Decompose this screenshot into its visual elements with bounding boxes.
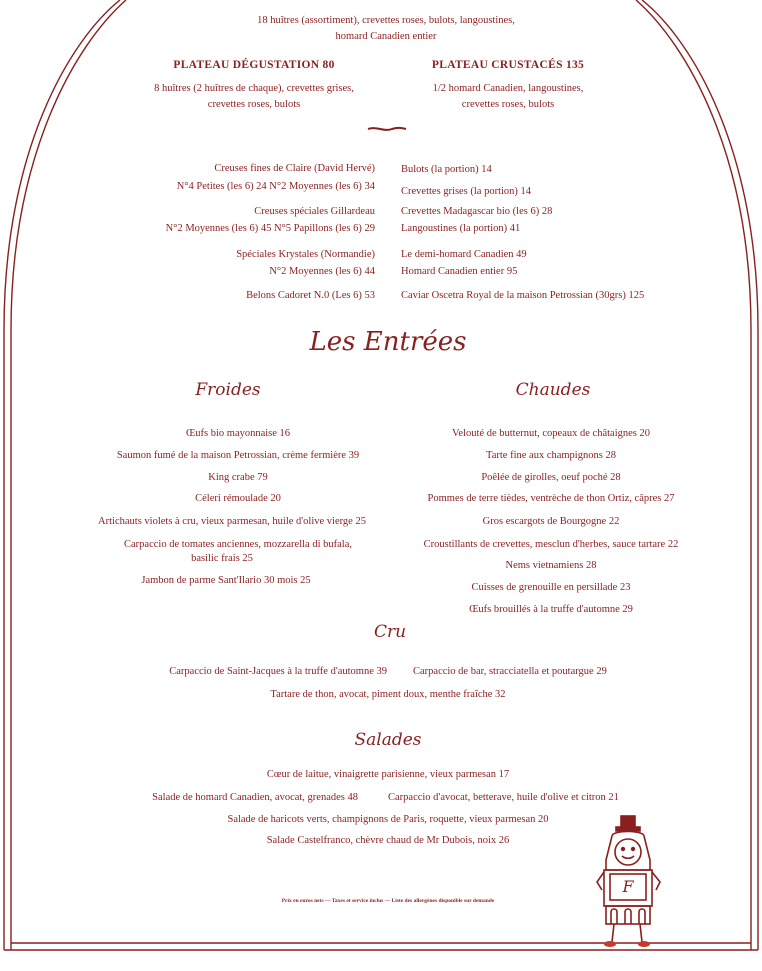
plateau-royal-line2: homard Canadien entier <box>335 31 437 42</box>
subsection-title-froides: Froides <box>195 380 261 400</box>
plateau-crustaces-line1: 1/2 homard Canadien, langoustines, <box>432 83 584 94</box>
divider-flourish <box>366 124 408 134</box>
oyster-item: N°2 Moyennes (les 6) 44 <box>269 266 375 277</box>
oyster-item: Spéciales Krystales (Normandie) <box>236 249 375 260</box>
plateau-royal-line1: 18 huîtres (assortiment), crevettes roses, bulots, langoustines, <box>257 15 515 26</box>
froides-item: Carpaccio de tomates anciennes, mozzarella di bufala, <box>124 539 352 550</box>
section-title-entrees: Les Entrées <box>309 327 467 357</box>
froides-item: Artichauts violets à cru, vieux parmesan, huile d'olive vierge 25 <box>98 516 366 527</box>
chaudes-item: Pommes de terre tièdes, ventrèche de thon Ortiz, câpres 27 <box>427 493 675 504</box>
chaudes-item: Tarte fine aux champignons 28 <box>486 450 616 461</box>
oyster-item: Creuses fines de Claire (David Hervé) <box>214 163 375 174</box>
oyster-item: Creuses spéciales Gillardeau <box>254 206 375 217</box>
oyster-item: N°2 Moyennes (les 6) 45 N°5 Papillons (les 6) 29 <box>165 223 375 234</box>
mascot-illustration <box>594 812 668 952</box>
oyster-item: N°4 Petites (les 6) 24 N°2 Moyennes (les 6) 34 <box>176 181 375 192</box>
shellfish-item: Caviar Oscetra Royal de la maison Petrossian (30grs) 125 <box>401 290 645 301</box>
shellfish-item: Crevettes grises (la portion) 14 <box>401 186 532 197</box>
plateau-degustation-title: PLATEAU DÉGUSTATION 80 <box>173 59 335 71</box>
cru-item: Carpaccio de bar, stracciatella et poutargue 29 <box>413 666 607 677</box>
chaudes-item: Croustillants de crevettes, mesclun d'herbes, sauce tartare 22 <box>423 539 679 550</box>
froides-item: basilic frais 25 <box>191 553 253 564</box>
shellfish-item: Langoustines (la portion) 41 <box>401 223 521 234</box>
chaudes-item: Gros escargots de Bourgogne 22 <box>482 516 620 527</box>
section-title-cru: Cru <box>373 622 407 642</box>
salade-item: Salade de homard Canadien, avocat, grenades 48 <box>152 792 358 803</box>
cru-item: Tartare de thon, avocat, piment doux, menthe fraîche 32 <box>270 689 506 700</box>
shellfish-item: Crevettes Madagascar bio (les 6) 28 <box>401 206 553 217</box>
plateau-crustaces-title: PLATEAU CRUSTACÉS 135 <box>431 59 585 71</box>
chaudes-item: Cuisses de grenouille en persillade 23 <box>471 582 631 593</box>
froides-item: Céleri rémoulade 20 <box>195 493 281 504</box>
chaudes-item: Nems vietnamiens 28 <box>505 560 597 571</box>
salade-item: Salade Castelfranco, chèvre chaud de Mr Dubois, noix 26 <box>266 835 510 846</box>
cru-item: Carpaccio de Saint-Jacques à la truffe d'automne 39 <box>169 666 387 677</box>
plateau-degustation-line2: crevettes roses, bulots <box>207 99 301 110</box>
subsection-title-chaudes: Chaudes <box>515 380 591 400</box>
section-title-salades: Salades <box>354 730 422 750</box>
mascot-letter: F <box>622 877 634 896</box>
froides-item: Saumon fumé de la maison Petrossian, crème fermière 39 <box>116 450 360 461</box>
shellfish-item: Homard Canadien entier 95 <box>401 266 518 277</box>
froides-item: Jambon de parme Sant'Ilario 30 mois 25 <box>141 575 311 586</box>
shellfish-item: Bulots (la portion) 14 <box>401 164 492 175</box>
salade-item: Salade de haricots verts, champignons de Paris, roquette, vieux parmesan 20 <box>227 814 549 825</box>
plateau-crustaces-line2: crevettes roses, bulots <box>461 99 555 110</box>
plateau-degustation-line1: 8 huîtres (2 huîtres de chaque), crevettes grises, <box>154 83 354 94</box>
oyster-item: Belons Cadoret N.0 (Les 6) 53 <box>246 290 375 301</box>
shellfish-item: Le demi-homard Canadien 49 <box>401 249 527 260</box>
salade-item: Carpaccio d'avocat, betterave, huile d'olive et citron 21 <box>388 792 619 803</box>
froides-item: King crabe 79 <box>208 472 268 483</box>
chaudes-item: Velouté de butternut, copeaux de châtaignes 20 <box>452 428 650 439</box>
froides-item: Œufs bio mayonnaise 16 <box>185 428 291 439</box>
chaudes-item: Œufs brouillés à la truffe d'automne 29 <box>469 604 633 615</box>
footer-note: Prix en euros nets — Taxes et service inclus — Liste des allergènes disponible sur demande <box>281 898 495 904</box>
salade-item: Cœur de laitue, vinaigrette parisienne, vieux parmesan 17 <box>266 769 510 780</box>
chaudes-item: Poêlée de girolles, oeuf poché 28 <box>481 472 621 483</box>
